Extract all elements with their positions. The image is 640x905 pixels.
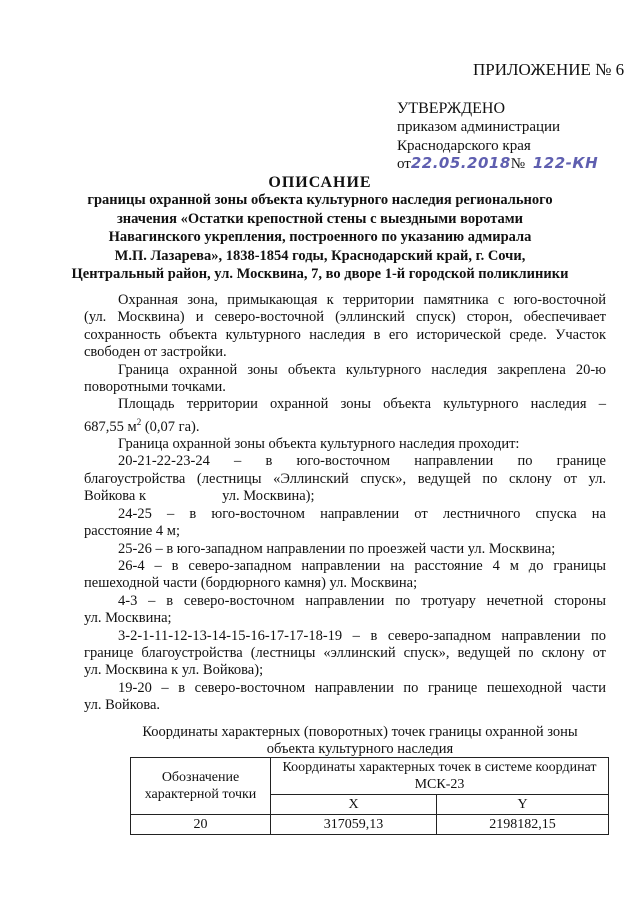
handwritten-number: 122-КН — [532, 154, 599, 172]
segment-line: 26-4 – в северо-западном направлении на расстояние 4 м до границы — [118, 557, 606, 574]
table-row — [131, 815, 609, 835]
subtitle-line: Навагинского укрепления, построенного по указанию адмирала — [108, 229, 532, 246]
segment-line: благоустройства (лестницы «Эллинский спуск», ведущей по склону от ул. — [84, 470, 606, 487]
y-header: Y — [437, 795, 609, 815]
x-header: X — [271, 795, 437, 815]
paragraph-line: Граница охранной зоны объекта культурного наследия проходит: — [118, 436, 520, 453]
caption-line: объекта культурного наследия — [266, 741, 454, 757]
segment-line: 19-20 – в северо-восточном направлении по границе пешеходной части — [118, 679, 606, 696]
paragraph-line: (ул. Москвина) и северо-восточной (эллинский спуск) сторон, обеспечивает — [84, 309, 606, 326]
coordinates-table — [130, 757, 609, 835]
subtitle-line: М.П. Лазарева», 1838-1854 годы, Краснодарский край, г. Сочи, — [114, 247, 526, 264]
segment-line: 4-3 – в северо-восточном направлении по тротуару нечетной стороны — [118, 592, 606, 609]
paragraph-line: свободен от застройки. — [84, 344, 227, 361]
table-header-row — [131, 758, 609, 795]
handwritten-date: 22.05.2018 — [410, 154, 511, 172]
paragraph-line: Охранная зона, примыкающая к территории памятника с юго-восточной — [118, 292, 606, 308]
area-value: 687,55 м — [84, 418, 137, 435]
segment-line: пешеходной части (бордюрного камня) ул. Москвина; — [84, 575, 418, 592]
approval-date-number-line — [397, 154, 598, 173]
x-cell: 317059,13 — [271, 815, 437, 835]
paragraph-line: Площадь территории охранной зоны объекта культурного наследия – — [118, 396, 606, 413]
area-unit-exponent: 2 — [136, 416, 142, 427]
approved-order-line: приказом администрации — [397, 119, 561, 135]
segment-line: 20-21-22-23-24 – в юго-восточном направлении по границе — [118, 453, 606, 470]
y-cell: 2198182,15 — [437, 815, 609, 835]
appendix-label: ПРИЛОЖЕНИЕ № 6 — [473, 60, 625, 79]
description-body — [84, 292, 606, 715]
area-line — [84, 414, 606, 436]
segment-line: 25-26 – в юго-западном направлении по проезжей части ул. Москвина; — [118, 540, 556, 557]
subtitle-line: границы охранной зоны объекта культурного наследия регионального — [87, 192, 553, 208]
approved-region-line: Краснодарского края — [397, 138, 531, 154]
segment-line: расстояние 4 м; — [84, 523, 181, 540]
area-hectares: (0,07 га). — [141, 418, 200, 435]
segment-line: ул. Москвина; — [84, 610, 172, 627]
segment-line: границе благоустройства (лестницы «эллинский спуск», ведущей по склону от — [84, 644, 606, 661]
document-title: ОПИСАНИЕ — [268, 174, 372, 191]
paragraph-line: сохранность объекта культурного наследия в его исторической среде. Участок — [84, 326, 606, 343]
segment-line: ул. Войкова. — [84, 697, 161, 714]
number-prefix: № — [510, 156, 526, 172]
subtitle-line: Центральный район, ул. Москвина, 7, во дворе 1-й городской поликлиники — [71, 266, 569, 283]
point-designation-header: Обозначение характерной точки — [131, 758, 271, 815]
segment-line: 3-2-1-11-12-13-14-15-16-17-17-18-19 – в северо-западном направлении по — [118, 627, 606, 644]
caption-line: Координаты характерных (поворотных) точек границы охранной зоны — [142, 724, 578, 740]
segment-line: 24-25 – в юго-восточном направлении от лестничного спуска на — [118, 505, 606, 522]
document-subtitle — [0, 191, 640, 284]
paragraph-line: Граница охранной зоны объекта культурного наследия закреплена 20-ю — [118, 361, 606, 378]
paragraph-line: поворотными точками. — [84, 379, 226, 396]
coordinates-system-header: Координаты характерных точек в системе координат МСК-23 — [271, 758, 609, 795]
coordinates-caption — [0, 724, 640, 758]
date-prefix: от — [397, 156, 411, 172]
segment-line: ул. Москвина к ул. Войкова); — [84, 662, 264, 679]
point-cell: 20 — [131, 815, 271, 835]
subtitle-line: значения «Остатки крепостной стены с выездными воротами — [116, 210, 524, 227]
approved-title: УТВЕРЖДЕНО — [397, 100, 506, 117]
segment-line: Войкова к ул. Москвина); — [84, 488, 315, 505]
